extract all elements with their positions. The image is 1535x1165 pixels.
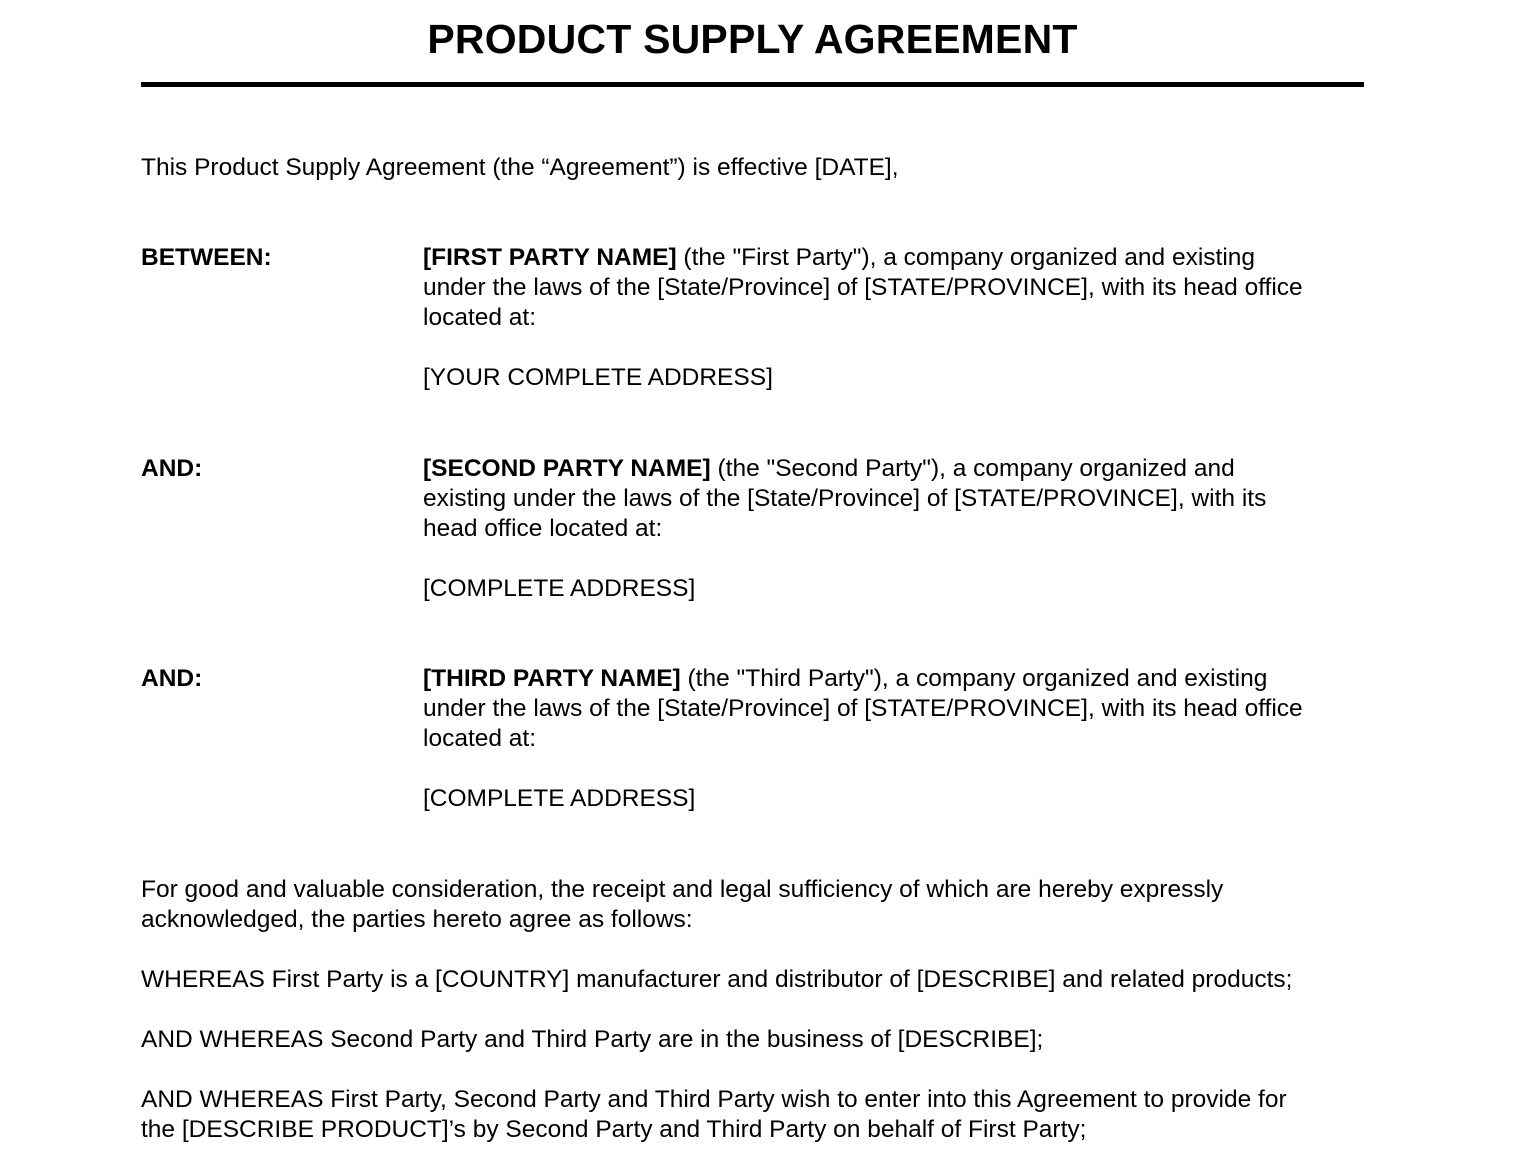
title-underline xyxy=(141,82,1364,87)
whereas-clause-3-line2: the [DESCRIBE PRODUCT]’s by Second Party and Third Party on behalf of First Party; xyxy=(141,1116,1087,1143)
first-party-name: [FIRST PARTY NAME] xyxy=(423,244,677,271)
first-party-line2: under the laws of the [State/Province] of [STATE/PROVINCE], with its head office xyxy=(423,274,1303,301)
intro-paragraph: This Product Supply Agreement (the “Agreement”) is effective [DATE], xyxy=(141,154,899,181)
second-party-description xyxy=(423,454,1383,544)
third-party-description xyxy=(423,664,1383,754)
party-label-between: BETWEEN: xyxy=(141,244,272,271)
first-party-line1: (the "First Party"), a company organized and existing xyxy=(676,244,1256,271)
whereas-clause-3 xyxy=(141,1085,1401,1145)
first-party-line3: located at: xyxy=(423,304,537,331)
consideration-line2: acknowledged, the parties hereto agree as follows: xyxy=(141,906,693,933)
second-party-line3: head office located at: xyxy=(423,515,663,542)
second-party-address: [COMPLETE ADDRESS] xyxy=(423,575,696,602)
consideration-paragraph xyxy=(141,875,1401,935)
consideration-line1: For good and valuable consideration, the receipt and legal sufficiency of which are hereby expressly xyxy=(141,876,1224,903)
second-party-line2: existing under the laws of the [State/Province] of [STATE/PROVINCE], with its xyxy=(423,485,1267,512)
third-party-address: [COMPLETE ADDRESS] xyxy=(423,785,696,812)
third-party-line2: under the laws of the [State/Province] of [STATE/PROVINCE], with its head office xyxy=(423,695,1303,722)
party-label-and-second: AND: xyxy=(141,455,203,482)
second-party-line1: (the "Second Party"), a company organized and xyxy=(710,455,1235,482)
third-party-line3: located at: xyxy=(423,725,537,752)
document-title: PRODUCT SUPPLY AGREEMENT xyxy=(427,16,1078,62)
whereas-clause-1: WHEREAS First Party is a [COUNTRY] manufacturer and distributor of [DESCRIBE] and related products; xyxy=(141,966,1293,993)
whereas-clause-2: AND WHEREAS Second Party and Third Party are in the business of [DESCRIBE]; xyxy=(141,1026,1044,1053)
first-party-description xyxy=(423,243,1383,333)
first-party-address: [YOUR COMPLETE ADDRESS] xyxy=(423,364,773,391)
whereas-clause-3-line1: AND WHEREAS First Party, Second Party and Third Party wish to enter into this Agreement to provide for xyxy=(141,1086,1287,1113)
party-label-and-third: AND: xyxy=(141,665,203,692)
third-party-name: [THIRD PARTY NAME] xyxy=(423,665,681,692)
second-party-name: [SECOND PARTY NAME] xyxy=(423,455,711,482)
third-party-line1: (the "Third Party"), a company organized and existing xyxy=(680,665,1268,692)
